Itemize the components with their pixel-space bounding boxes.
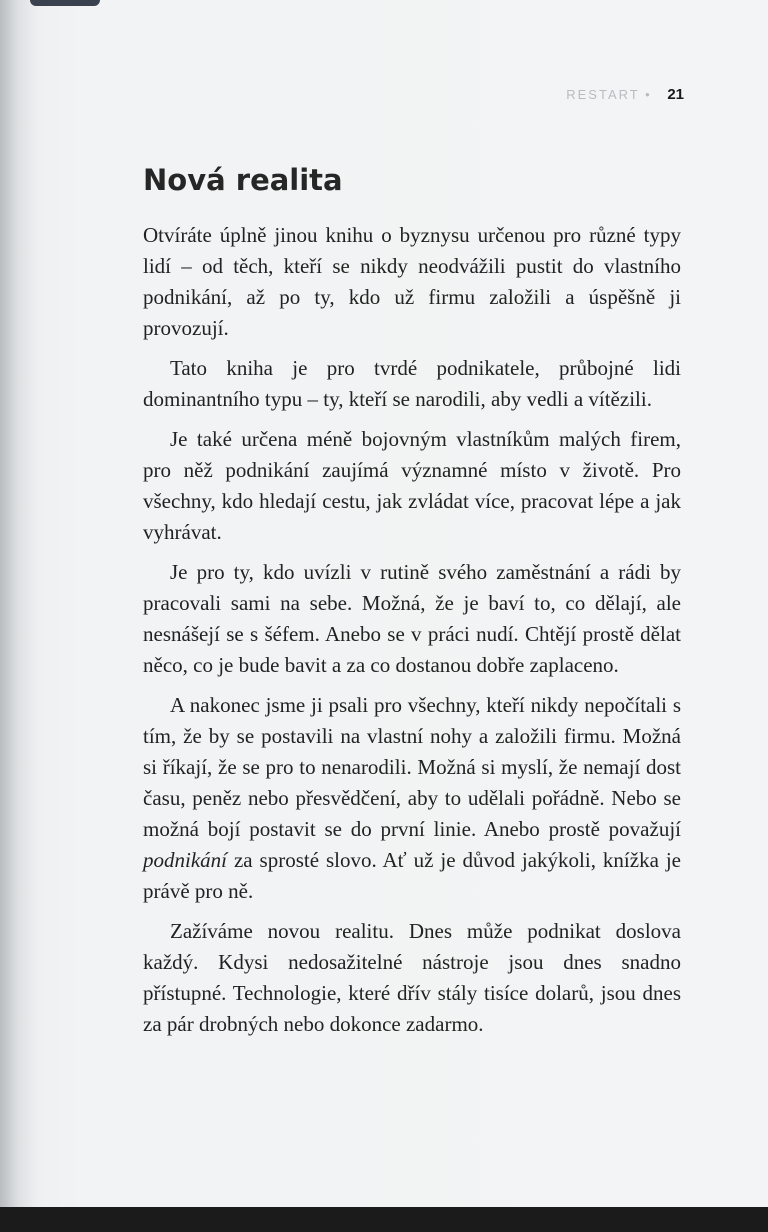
paragraph: [143, 690, 681, 907]
paragraph: Zažíváme novou realitu. Dnes může podnikat doslova každý. Kdysi nedosažitelné nástroje jsou dnes snadno přístupné. Technologie, které dřív stály tisíce dolarů, jsou dnes za pár drobných nebo dokonce zadarmo.: [143, 919, 681, 1036]
top-edge-mark: [30, 0, 100, 6]
paragraph: Je pro ty, kdo uvízli v rutině svého zaměstnání a rádi by pracovali sami na sebe. Možná, že je baví to, co dělají, ale nesnášejí se s šéfem. Anebo se v práci nudí. Chtějí prostě dělat něco, co je bude bavit a za co dostanou dobře zaplaceno.: [143, 560, 681, 677]
body-text: [143, 220, 681, 1049]
running-title: RESTART: [566, 87, 640, 102]
paragraph-text: A nakonec jsme ji psali pro všechny, kteří nikdy nepočítali s tím, že by se postavili na vlastní nohy a založili firmu. Možná si říkají, že se pro to nenarodili. Možná si myslí, že nemají dost času, peněz nebo přesvědčení, aby to udělali pořádně. Nebo se možná bojí postavit se do první linie. Anebo prostě považují: [143, 693, 681, 841]
page-number: 21: [667, 86, 684, 103]
binding-shadow: [0, 0, 40, 1207]
background-edge: [0, 1207, 768, 1232]
paragraph: Je také určena méně bojovným vlastníkům malých firem, pro něž podnikání zaujímá významné místo v životě. Pro všechny, kdo hledají cestu, jak zvládat více, pracovat lépe a jak vyhrávat.: [143, 427, 681, 544]
header-separator: •: [645, 87, 652, 102]
paragraph-text: za sprosté slovo. Ať už je důvod jakýkoli, knížka je právě pro ně.: [143, 848, 681, 903]
paragraph: Tato kniha je pro tvrdé podnikatele, průbojné lidi dominantního typu – ty, kteří se narodili, aby vedli a vítězili.: [143, 356, 681, 411]
chapter-title: Nová realita: [143, 163, 343, 197]
paragraph: Otvíráte úplně jinou knihu o byznysu určenou pro různé typy lidí – od těch, kteří se nikdy neodvážili pustit do vlastního podnikání, až po ty, kdo už firmu založili a úspěšně ji provozují.: [143, 223, 681, 340]
emphasized-word: podnikání: [143, 848, 227, 872]
running-header: [566, 86, 684, 103]
